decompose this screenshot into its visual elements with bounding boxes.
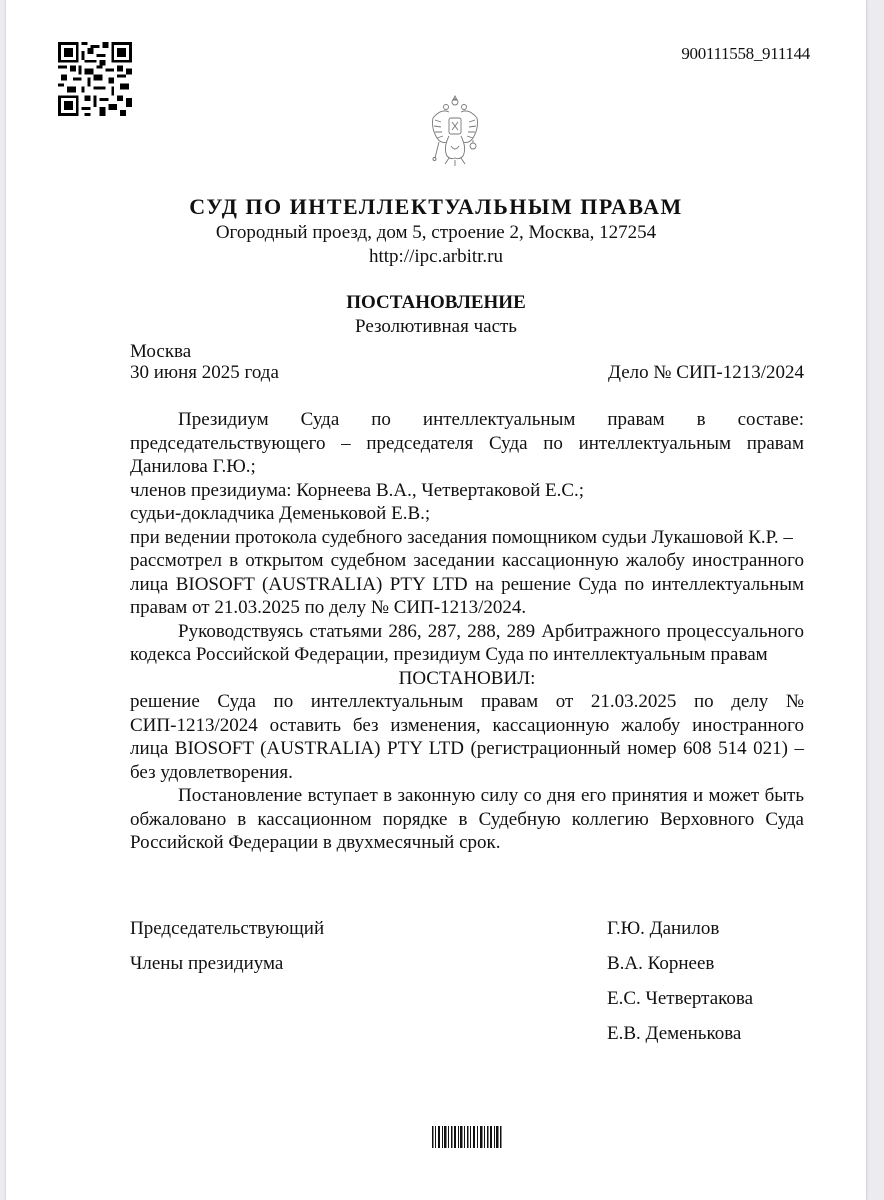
date-case-row [130,362,804,384]
signature-name: В.А. Корнеев [607,953,715,974]
qr-code-icon [56,42,134,116]
signature-role: Председательствующий [130,918,325,939]
paragraph-decision: решение Суда по интеллектуальным правам от 21.03.2025 по делу № СИП-1213/2024 оставить без изменения, кассационную жалобу иностранного лица BIOSOFT (AUSTRALIA) PTY LTD (регистрационный номер 608 514 021) – без удовлетворения. [130,691,804,783]
court-name: СУД ПО ИНТЕЛЛЕКТУАЛЬНЫМ ПРАВАМ [189,194,683,219]
paragraph-reporting-judge: судьи-докладчика Деменьковой Е.В.; [130,503,431,524]
barcode-icon [432,1126,502,1148]
signature-row [130,1023,804,1058]
signature-row [130,918,804,953]
document-subtitle: Резолютивная часть [355,316,517,337]
court-website: http://ipc.arbitr.ru [368,246,504,267]
court-address: Огородный проезд, дом 5, строение 2, Москва, 127254 [215,222,657,243]
signature-name: Е.В. Деменькова [607,1023,742,1044]
decided-heading: ПОСТАНОВИЛ: [398,667,536,689]
paragraph-considered: рассмотрел в открытом судебном заседании кассационную жалобу иностранного лица BIOSOFT (AUSTRALIA) PTY LTD на решение Суда по интеллектуальным правам от 21.03.2025 по делу № СИП-1213/2024. [130,550,804,618]
case-number: Дело № СИП-1213/2024 [608,362,804,383]
signature-row [130,988,804,1023]
document-id: 900111558_911144 [681,44,810,63]
document-body [130,408,804,855]
paragraph-guided-by: Руководствуясь статьями 286, 287, 288, 289 Арбитражного процессуального кодекса Российской Федерации, президиум Суда по интеллектуальным правам [130,620,804,665]
city: Москва [130,341,192,362]
document-page [6,0,866,1200]
document-title: ПОСТАНОВЛЕНИЕ [346,292,526,313]
signature-name: Г.Ю. Данилов [607,918,720,939]
signature-name: Е.С. Четвертакова [607,988,754,1009]
signature-role: Члены президиума [130,953,284,974]
russian-coat-of-arms-icon [427,92,483,172]
signature-row [130,953,804,988]
signatures-block [130,918,804,1058]
paragraph-protocol: при ведении протокола судебного заседания помощником судьи Лукашовой К.Р. – [130,526,793,548]
paragraph-effective: Постановление вступает в законную силу со дня его принятия и может быть обжаловано в кассационном порядке в Судебную коллегию Верховного Суда Российской Федерации в двухмесячный срок. [130,785,804,853]
paragraph-composition: Президиум Суда по интеллектуальным правам в составе: председательствующего – председателя Суда по интеллектуальным правам Данилова Г.Ю.; [130,409,804,477]
paragraph-members: членов президиума: Корнеева В.А., Четвертаковой Е.С.; [130,479,585,501]
document-date: 30 июня 2025 года [130,362,279,383]
